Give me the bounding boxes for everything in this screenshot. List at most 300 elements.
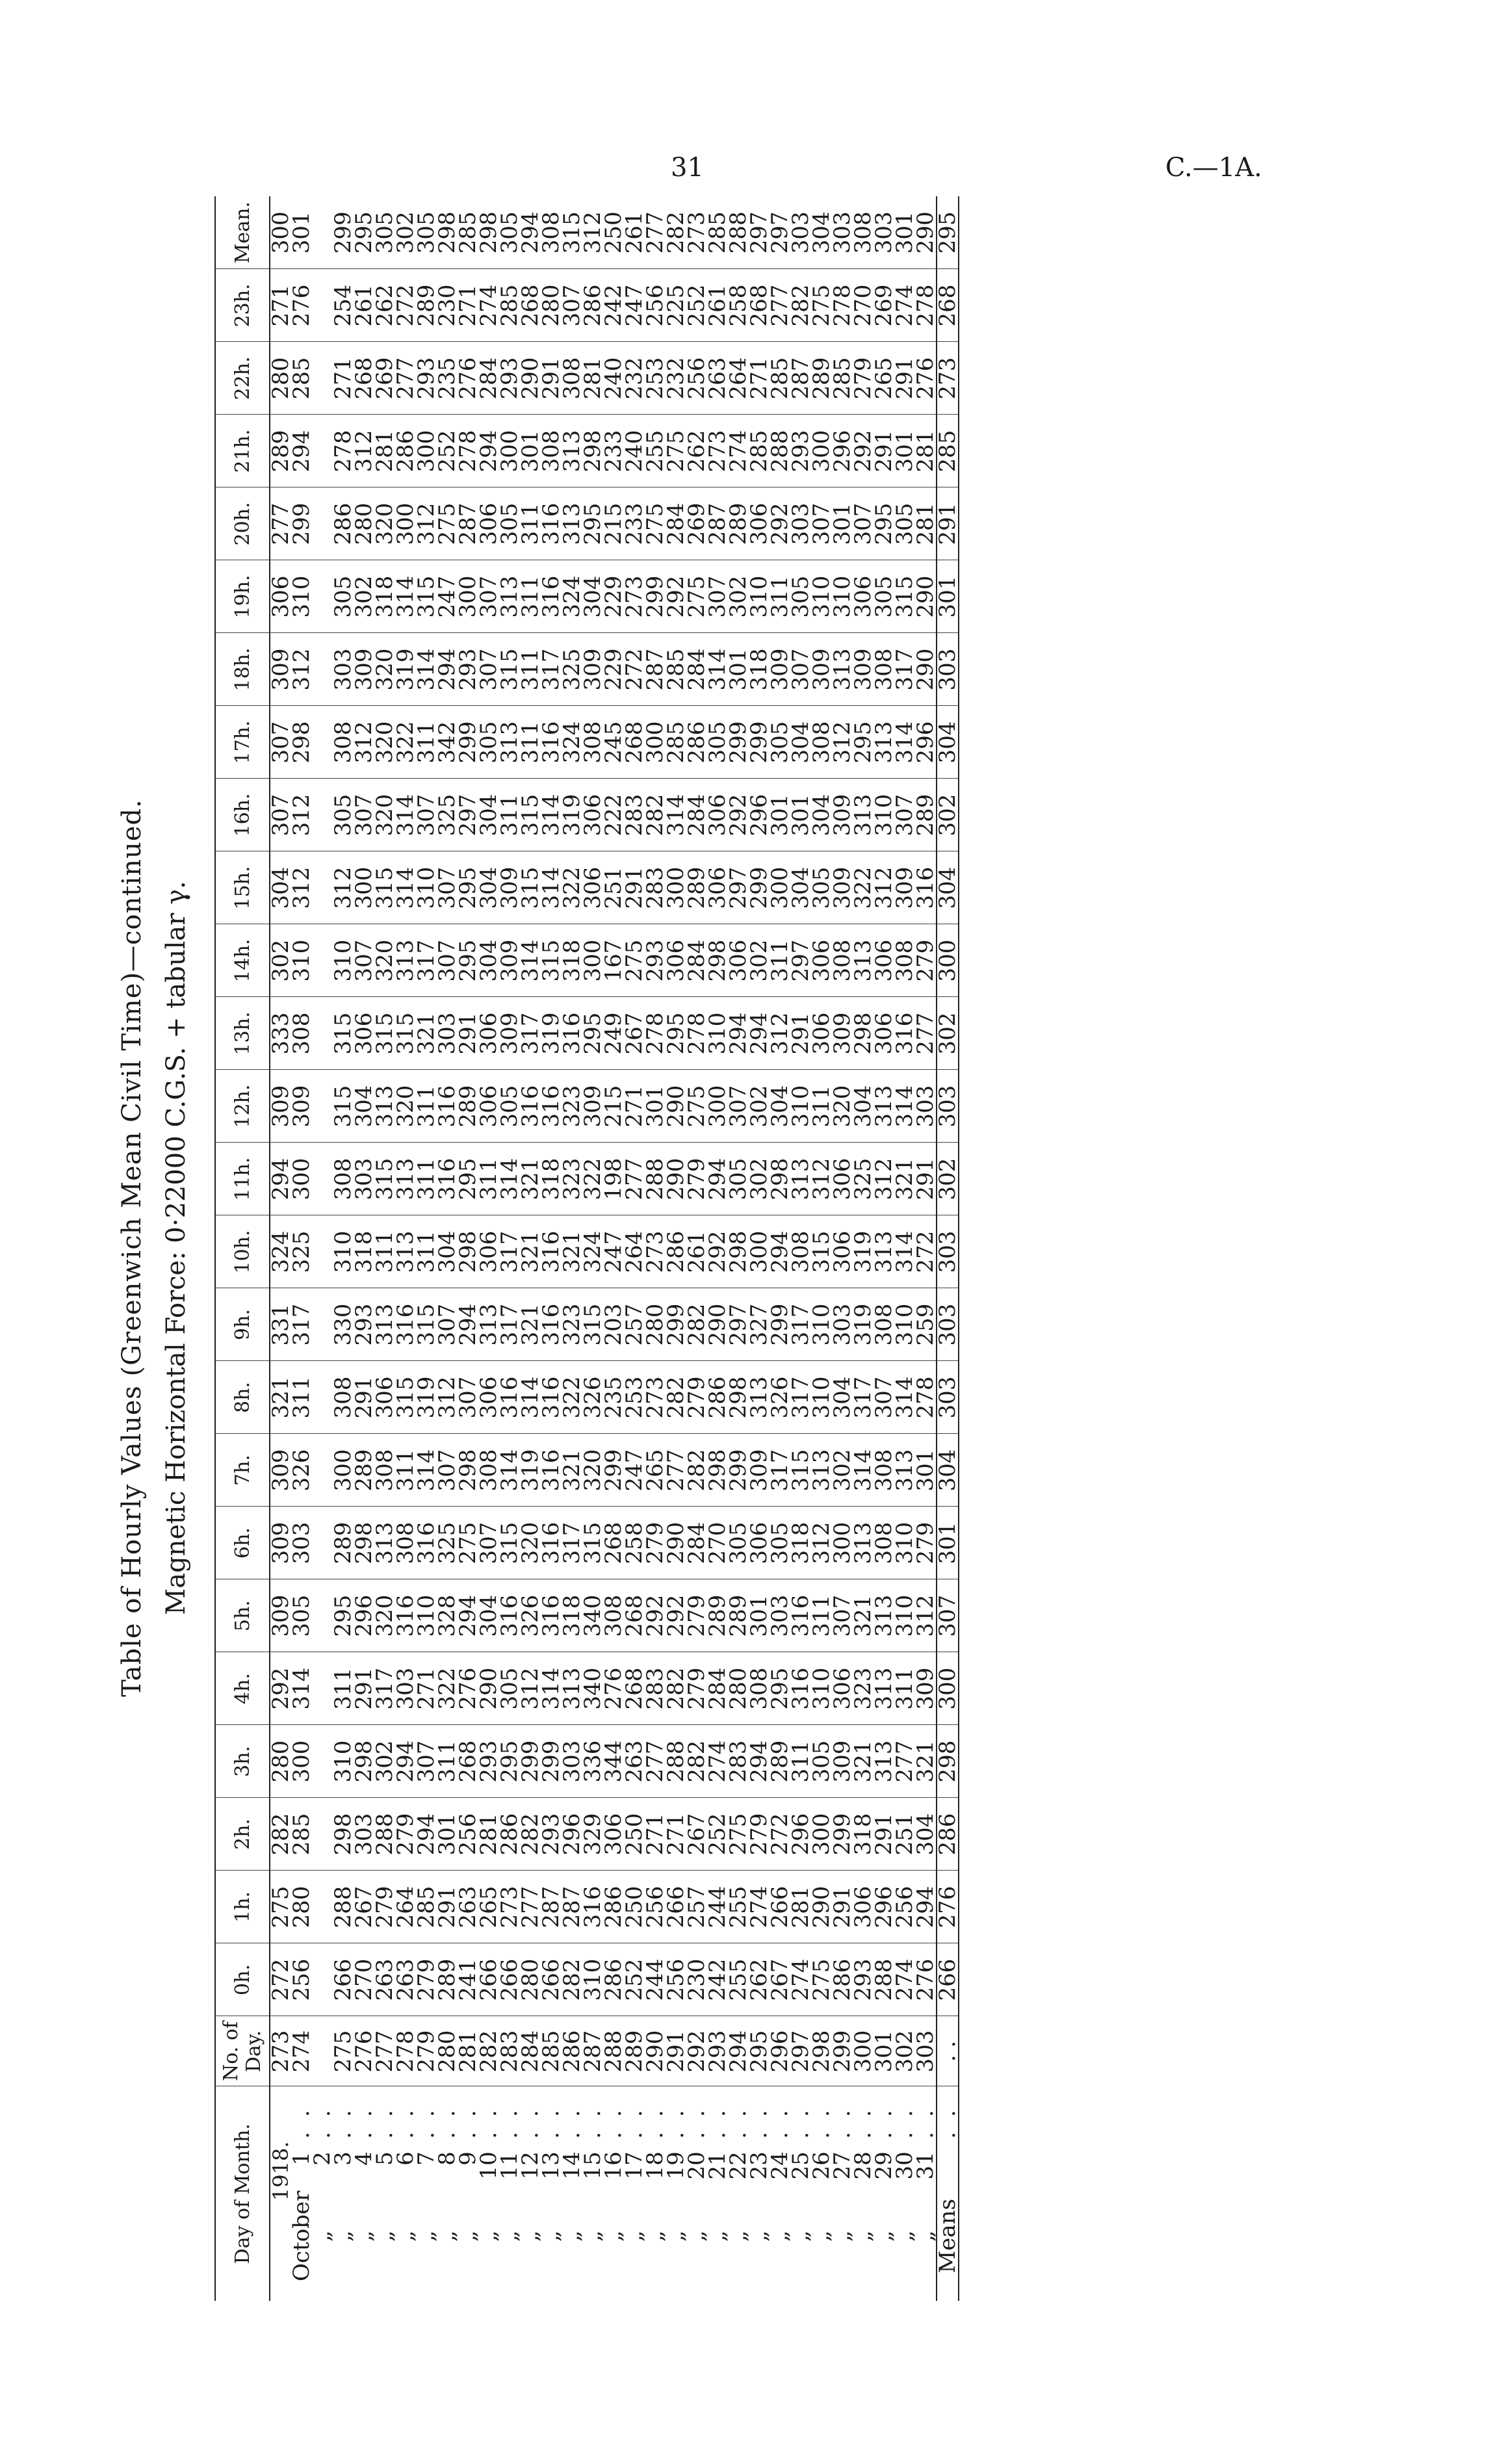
table-row-group <box>853 196 937 2301</box>
table-value: 316 <box>788 1594 814 1637</box>
table-value: 316 <box>434 1158 460 1200</box>
table-value: 315 <box>372 866 398 909</box>
day-count: 280 <box>434 2030 460 2073</box>
table-value: 304 <box>476 866 502 909</box>
leader-dots: . . <box>601 2106 627 2139</box>
table-value: 273 <box>705 430 731 473</box>
table-value: 311 <box>330 1667 356 1710</box>
table-value: 279 <box>372 1886 398 1928</box>
month-label: „ <box>746 2230 772 2242</box>
means-value: 301 <box>937 1507 959 1579</box>
hour-cell <box>434 706 543 779</box>
hour-cell <box>746 1143 855 1215</box>
table-value: 308 <box>871 1449 897 1492</box>
table-value: 313 <box>372 1303 398 1346</box>
table-value: 316 <box>538 1522 564 1564</box>
table-value: 288 <box>767 430 793 473</box>
table-value: 291 <box>788 1012 814 1055</box>
table-value: 324 <box>559 721 585 764</box>
hour-cell <box>642 1871 751 1943</box>
table-value: 311 <box>497 794 523 836</box>
table-value: 308 <box>559 357 585 400</box>
table-value: 312 <box>351 430 377 473</box>
table-value: 278 <box>330 430 356 473</box>
hour-cell <box>538 779 647 851</box>
hour-cell <box>642 1943 751 2016</box>
hour-cell <box>642 1579 751 1652</box>
table-value: 289 <box>268 430 294 473</box>
table-value: 279 <box>746 1813 772 1856</box>
table-value: 282 <box>684 1740 710 1783</box>
column-header: No. of Day. <box>215 2016 270 2086</box>
table-value: 256 <box>663 1958 689 2001</box>
table-value: 274 <box>892 1958 918 2001</box>
table-value: 312 <box>289 866 315 909</box>
table-value: 229 <box>601 575 627 618</box>
table-value: 318 <box>850 1813 876 1856</box>
table-value: 304 <box>809 794 835 836</box>
table-value: 298 <box>705 939 731 982</box>
hour-cell <box>538 1725 647 1798</box>
table-value: 288 <box>871 1958 897 2001</box>
table-value: 306 <box>601 1813 627 1856</box>
table-value: 259 <box>913 1303 939 1346</box>
hour-cell <box>330 1725 439 1798</box>
hour-cell <box>850 633 939 706</box>
table-value: 271 <box>746 357 772 400</box>
table-value: 305 <box>809 866 835 909</box>
table-value: 277 <box>767 284 793 327</box>
table-value: 309 <box>829 1012 855 1055</box>
table-value: 319 <box>538 1012 564 1055</box>
table-value: 325 <box>434 794 460 836</box>
table-value: 312 <box>289 648 315 691</box>
table-value: 285 <box>663 721 689 764</box>
leader-dots: . . <box>725 2106 751 2139</box>
table-value: 317 <box>788 1376 814 1419</box>
table-value: 279 <box>413 1958 439 2001</box>
table-value: 319 <box>517 1449 543 1492</box>
table-value: 268 <box>621 1667 647 1710</box>
table-value: 303 <box>351 1813 377 1856</box>
day-number: 28 <box>850 2151 876 2180</box>
hour-cell <box>850 1725 939 1798</box>
mean-cell <box>642 196 751 269</box>
table-value: 280 <box>268 357 294 400</box>
table-value: 314 <box>538 1667 564 1710</box>
table-value: 296 <box>746 794 772 836</box>
hour-cell <box>434 487 543 560</box>
hour-cell <box>746 1507 855 1579</box>
table-value: 305 <box>497 211 523 254</box>
day-count: 299 <box>829 2030 855 2073</box>
table-value: 292 <box>663 575 689 618</box>
table-row-group <box>333 196 437 2301</box>
table-value: 294 <box>434 648 460 691</box>
table-value: 308 <box>330 1376 356 1419</box>
day-number: 7 <box>413 2151 439 2166</box>
table-value: 311 <box>434 1740 460 1783</box>
table-value: 302 <box>372 1740 398 1783</box>
leader-dots: . . <box>829 2106 855 2139</box>
table-value: 297 <box>746 211 772 254</box>
day-count: 303 <box>913 2030 939 2073</box>
hour-cell <box>746 415 855 487</box>
table-value: 307 <box>476 575 502 618</box>
hour-cell <box>330 1871 439 1943</box>
month-label: „ <box>809 2230 835 2242</box>
table-value: 306 <box>871 939 897 982</box>
table-value: 292 <box>850 430 876 473</box>
day-number: 2 <box>309 2151 335 2166</box>
table-value: 318 <box>351 1230 377 1273</box>
day-number-cell <box>642 2016 751 2086</box>
table-value: 313 <box>559 1667 585 1710</box>
leader-dots: . . <box>538 2106 564 2139</box>
table-value: 311 <box>892 1667 918 1710</box>
hour-cell <box>746 1871 855 1943</box>
table-value: 316 <box>913 866 939 909</box>
table-value: 301 <box>892 430 918 473</box>
table-value: 295 <box>455 866 481 909</box>
table-value: 313 <box>871 1594 897 1637</box>
table-value: 266 <box>476 1958 502 2001</box>
table-value: 256 <box>289 1958 315 2001</box>
hour-cell <box>434 1871 543 1943</box>
table-value: 316 <box>788 1667 814 1710</box>
table-value: 315 <box>892 575 918 618</box>
table-value: 305 <box>372 211 398 254</box>
table-value: 310 <box>892 1594 918 1637</box>
table-value: 312 <box>809 1158 835 1200</box>
table-value: 311 <box>767 939 793 982</box>
table-value: 301 <box>829 502 855 545</box>
day-of-month-cell <box>642 2086 751 2301</box>
table-value: 320 <box>580 1449 606 1492</box>
table-value: 280 <box>538 284 564 327</box>
means-value: 303 <box>937 633 959 706</box>
table-value: 310 <box>809 1303 835 1346</box>
table-value: 261 <box>621 211 647 254</box>
table-value: 251 <box>892 1813 918 1856</box>
table-value: 296 <box>829 430 855 473</box>
table-value: 300 <box>268 211 294 254</box>
table-value: 230 <box>684 1958 710 2001</box>
table-value: 291 <box>913 1158 939 1200</box>
means-value: 303 <box>937 1070 959 1143</box>
table-value: 280 <box>289 1886 315 1928</box>
table-value: 315 <box>372 1012 398 1055</box>
hour-cell <box>434 851 543 924</box>
day-count: 296 <box>767 2030 793 2073</box>
table-value: 307 <box>892 794 918 836</box>
table-value: 283 <box>642 1667 668 1710</box>
day-number: 25 <box>788 2151 814 2180</box>
table-value: 307 <box>725 1085 751 1128</box>
hour-cell <box>538 1798 647 1871</box>
table-value: 282 <box>663 1667 689 1710</box>
day-count: 287 <box>580 2030 606 2073</box>
table-value: 316 <box>538 1376 564 1419</box>
hour-cell <box>270 1361 333 1434</box>
table-value: 250 <box>621 1886 647 1928</box>
table-value: 323 <box>559 1303 585 1346</box>
hour-cell <box>330 633 439 706</box>
day-number: 5 <box>372 2151 398 2166</box>
table-value: 302 <box>746 1085 772 1128</box>
column-header: 20h. <box>215 487 270 560</box>
table-value: 291 <box>892 357 918 400</box>
table-value: 244 <box>705 1886 731 1928</box>
table-value: 313 <box>871 1667 897 1710</box>
table-value: 306 <box>476 1085 502 1128</box>
table-value: 299 <box>725 1449 751 1492</box>
table-value: 317 <box>413 939 439 982</box>
table-value: 290 <box>663 1085 689 1128</box>
table-value: 254 <box>330 284 356 327</box>
table-value: 285 <box>455 211 481 254</box>
table-value: 309 <box>268 1522 294 1564</box>
means-value: 307 <box>937 1579 959 1652</box>
table-value: 299 <box>455 721 481 764</box>
table-value: 263 <box>705 357 731 400</box>
table-value: 306 <box>476 502 502 545</box>
table-value: 287 <box>559 1886 585 1928</box>
means-value: 301 <box>937 560 959 633</box>
table-value: 333 <box>268 1012 294 1055</box>
table-value: 294 <box>476 430 502 473</box>
table-value: 303 <box>829 211 855 254</box>
table-value: 308 <box>871 1303 897 1346</box>
hour-cell <box>538 1143 647 1215</box>
table-value: 289 <box>455 1085 481 1128</box>
table-value: 325 <box>289 1230 315 1273</box>
table-value: 320 <box>372 794 398 836</box>
month-label: „ <box>684 2230 710 2242</box>
hour-cell <box>850 706 939 779</box>
column-header: 23h. <box>215 269 270 342</box>
day-count: 282 <box>476 2030 502 2073</box>
table-value: 290 <box>476 1667 502 1710</box>
table-value: 311 <box>393 1449 419 1492</box>
table-value: 306 <box>850 575 876 618</box>
hour-cell <box>270 1143 333 1215</box>
hour-cell <box>746 633 855 706</box>
day-count: 297 <box>788 2030 814 2073</box>
table-value: 299 <box>746 721 772 764</box>
table-value: 299 <box>767 1303 793 1346</box>
table-value: 235 <box>601 1376 627 1419</box>
leader-dots: . . <box>684 2106 710 2139</box>
table-value: 308 <box>850 211 876 254</box>
leader-dots: . . <box>434 2106 460 2139</box>
table-value: 317 <box>372 1667 398 1710</box>
table-value: 298 <box>725 1376 751 1419</box>
table-value: 299 <box>746 866 772 909</box>
hour-cell <box>434 779 543 851</box>
table-value: 307 <box>705 575 731 618</box>
table-value: 314 <box>538 866 564 909</box>
table-value: 308 <box>289 1012 315 1055</box>
table-value: 313 <box>850 1522 876 1564</box>
table-value: 315 <box>517 866 543 909</box>
hour-cell <box>270 924 333 997</box>
table-value: 301 <box>517 430 543 473</box>
day-number: 1 <box>289 2151 315 2166</box>
hour-cell <box>434 1361 543 1434</box>
table-value: 309 <box>892 866 918 909</box>
table-value: 244 <box>642 1958 668 2001</box>
table-value: 306 <box>746 1522 772 1564</box>
table-value: 294 <box>725 1012 751 1055</box>
month-label: „ <box>892 2230 918 2242</box>
table-value: 324 <box>268 1230 294 1273</box>
table-value: 233 <box>621 502 647 545</box>
table-value: 292 <box>642 1594 668 1637</box>
day-number: 23 <box>746 2151 772 2180</box>
table-value: 276 <box>455 1667 481 1710</box>
hour-cell <box>850 1361 939 1434</box>
table-value: 267 <box>767 1958 793 2001</box>
table-value: 263 <box>393 1958 419 2001</box>
table-value: 290 <box>913 575 939 618</box>
means-value: 295 <box>937 196 959 269</box>
table-value: 310 <box>892 1522 918 1564</box>
table-value: 284 <box>684 794 710 836</box>
table-value: 266 <box>663 1886 689 1928</box>
table-value: 286 <box>393 430 419 473</box>
table-value: 294 <box>455 1303 481 1346</box>
column-header: 19h. <box>215 560 270 633</box>
table-value: 329 <box>580 1813 606 1856</box>
leader-dots: . . <box>559 2106 585 2139</box>
table-value: 229 <box>601 648 627 691</box>
hour-cell <box>434 1579 543 1652</box>
table-value: 321 <box>892 1158 918 1200</box>
table-value: 215 <box>601 502 627 545</box>
hour-cell <box>850 1215 939 1288</box>
column-header: 1h. <box>215 1871 270 1943</box>
table-value: 303 <box>788 502 814 545</box>
table-value: 290 <box>517 357 543 400</box>
day-count: 293 <box>705 2030 731 2073</box>
table-value: 311 <box>517 575 543 618</box>
day-count: 300 <box>850 2030 876 2073</box>
day-number: 22 <box>725 2151 751 2180</box>
table-value: 252 <box>434 430 460 473</box>
column-header: 18h. <box>215 633 270 706</box>
year-label: 1918. <box>268 2141 293 2201</box>
table-value: 305 <box>767 721 793 764</box>
column-header: Day of Month. <box>215 2086 270 2301</box>
table-value: 262 <box>372 284 398 327</box>
table-value: 314 <box>705 648 731 691</box>
table-value: 308 <box>538 430 564 473</box>
table-value: 295 <box>850 721 876 764</box>
table-value: 301 <box>434 1813 460 1856</box>
table-value: 315 <box>580 1522 606 1564</box>
table-value: 295 <box>497 1740 523 1783</box>
table-value: 305 <box>497 502 523 545</box>
table-value: 279 <box>913 939 939 982</box>
hour-cell <box>330 1143 439 1215</box>
table-value: 288 <box>725 211 751 254</box>
table-value: 309 <box>829 794 855 836</box>
table-value: 261 <box>705 284 731 327</box>
table-subtitle: Magnetic Horizontal Force: 0·22000 C.G.S. + tabular γ. <box>161 881 191 1615</box>
table-value: 265 <box>642 1449 668 1492</box>
table-value: 294 <box>289 430 315 473</box>
table-value: 300 <box>289 1740 315 1783</box>
table-value: 311 <box>372 1230 398 1273</box>
table-value: 266 <box>497 1958 523 2001</box>
table-value: 285 <box>705 211 731 254</box>
table-value: 317 <box>289 1303 315 1346</box>
table-value: 272 <box>268 1958 294 2001</box>
month-label: „ <box>871 2230 897 2242</box>
table-value: 309 <box>268 648 294 691</box>
table-value: 307 <box>268 721 294 764</box>
table-value: 306 <box>829 1158 855 1200</box>
day-count: 281 <box>455 2030 481 2073</box>
hour-cell <box>850 1871 939 1943</box>
table-value: 319 <box>850 1230 876 1273</box>
hour-cell <box>746 1798 855 1871</box>
table-value: 305 <box>725 1158 751 1200</box>
table-value: 325 <box>434 1522 460 1564</box>
table-value: 299 <box>725 721 751 764</box>
day-number: 18 <box>642 2151 668 2180</box>
table-value: 275 <box>809 1958 835 2001</box>
table-value: 300 <box>497 430 523 473</box>
table-value: 286 <box>330 502 356 545</box>
table-value: 323 <box>850 1667 876 1710</box>
table-value: 313 <box>497 575 523 618</box>
table-value: 301 <box>788 794 814 836</box>
table-value: 297 <box>725 1303 751 1346</box>
table-value: 317 <box>767 1449 793 1492</box>
table-value: 311 <box>413 721 439 764</box>
table-value: 314 <box>892 721 918 764</box>
table-value: 316 <box>393 1303 419 1346</box>
table-value: 315 <box>497 648 523 691</box>
hour-cell <box>538 269 647 342</box>
day-count: 273 <box>268 2030 294 2073</box>
table-value: 326 <box>580 1376 606 1419</box>
table-value: 300 <box>289 1158 315 1200</box>
table-value: 306 <box>351 1012 377 1055</box>
hour-cell <box>270 1507 333 1579</box>
day-of-month-cell <box>538 2086 647 2301</box>
table-value: 295 <box>580 502 606 545</box>
table-value: 306 <box>746 502 772 545</box>
table-value: 266 <box>767 1886 793 1928</box>
table-value: 313 <box>559 430 585 473</box>
table-value: 294 <box>767 1230 793 1273</box>
table-value: 307 <box>434 939 460 982</box>
table-value: 274 <box>746 1886 772 1928</box>
hour-cell <box>330 997 439 1070</box>
table-value: 281 <box>788 1886 814 1928</box>
table-value: 268 <box>621 721 647 764</box>
means-value: 304 <box>937 706 959 779</box>
table-value: 310 <box>809 575 835 618</box>
means-value: 300 <box>937 1652 959 1725</box>
table-value: 264 <box>725 357 751 400</box>
table-value: 280 <box>517 1958 543 2001</box>
table-value: 301 <box>746 1594 772 1637</box>
table-value: 279 <box>684 1158 710 1200</box>
